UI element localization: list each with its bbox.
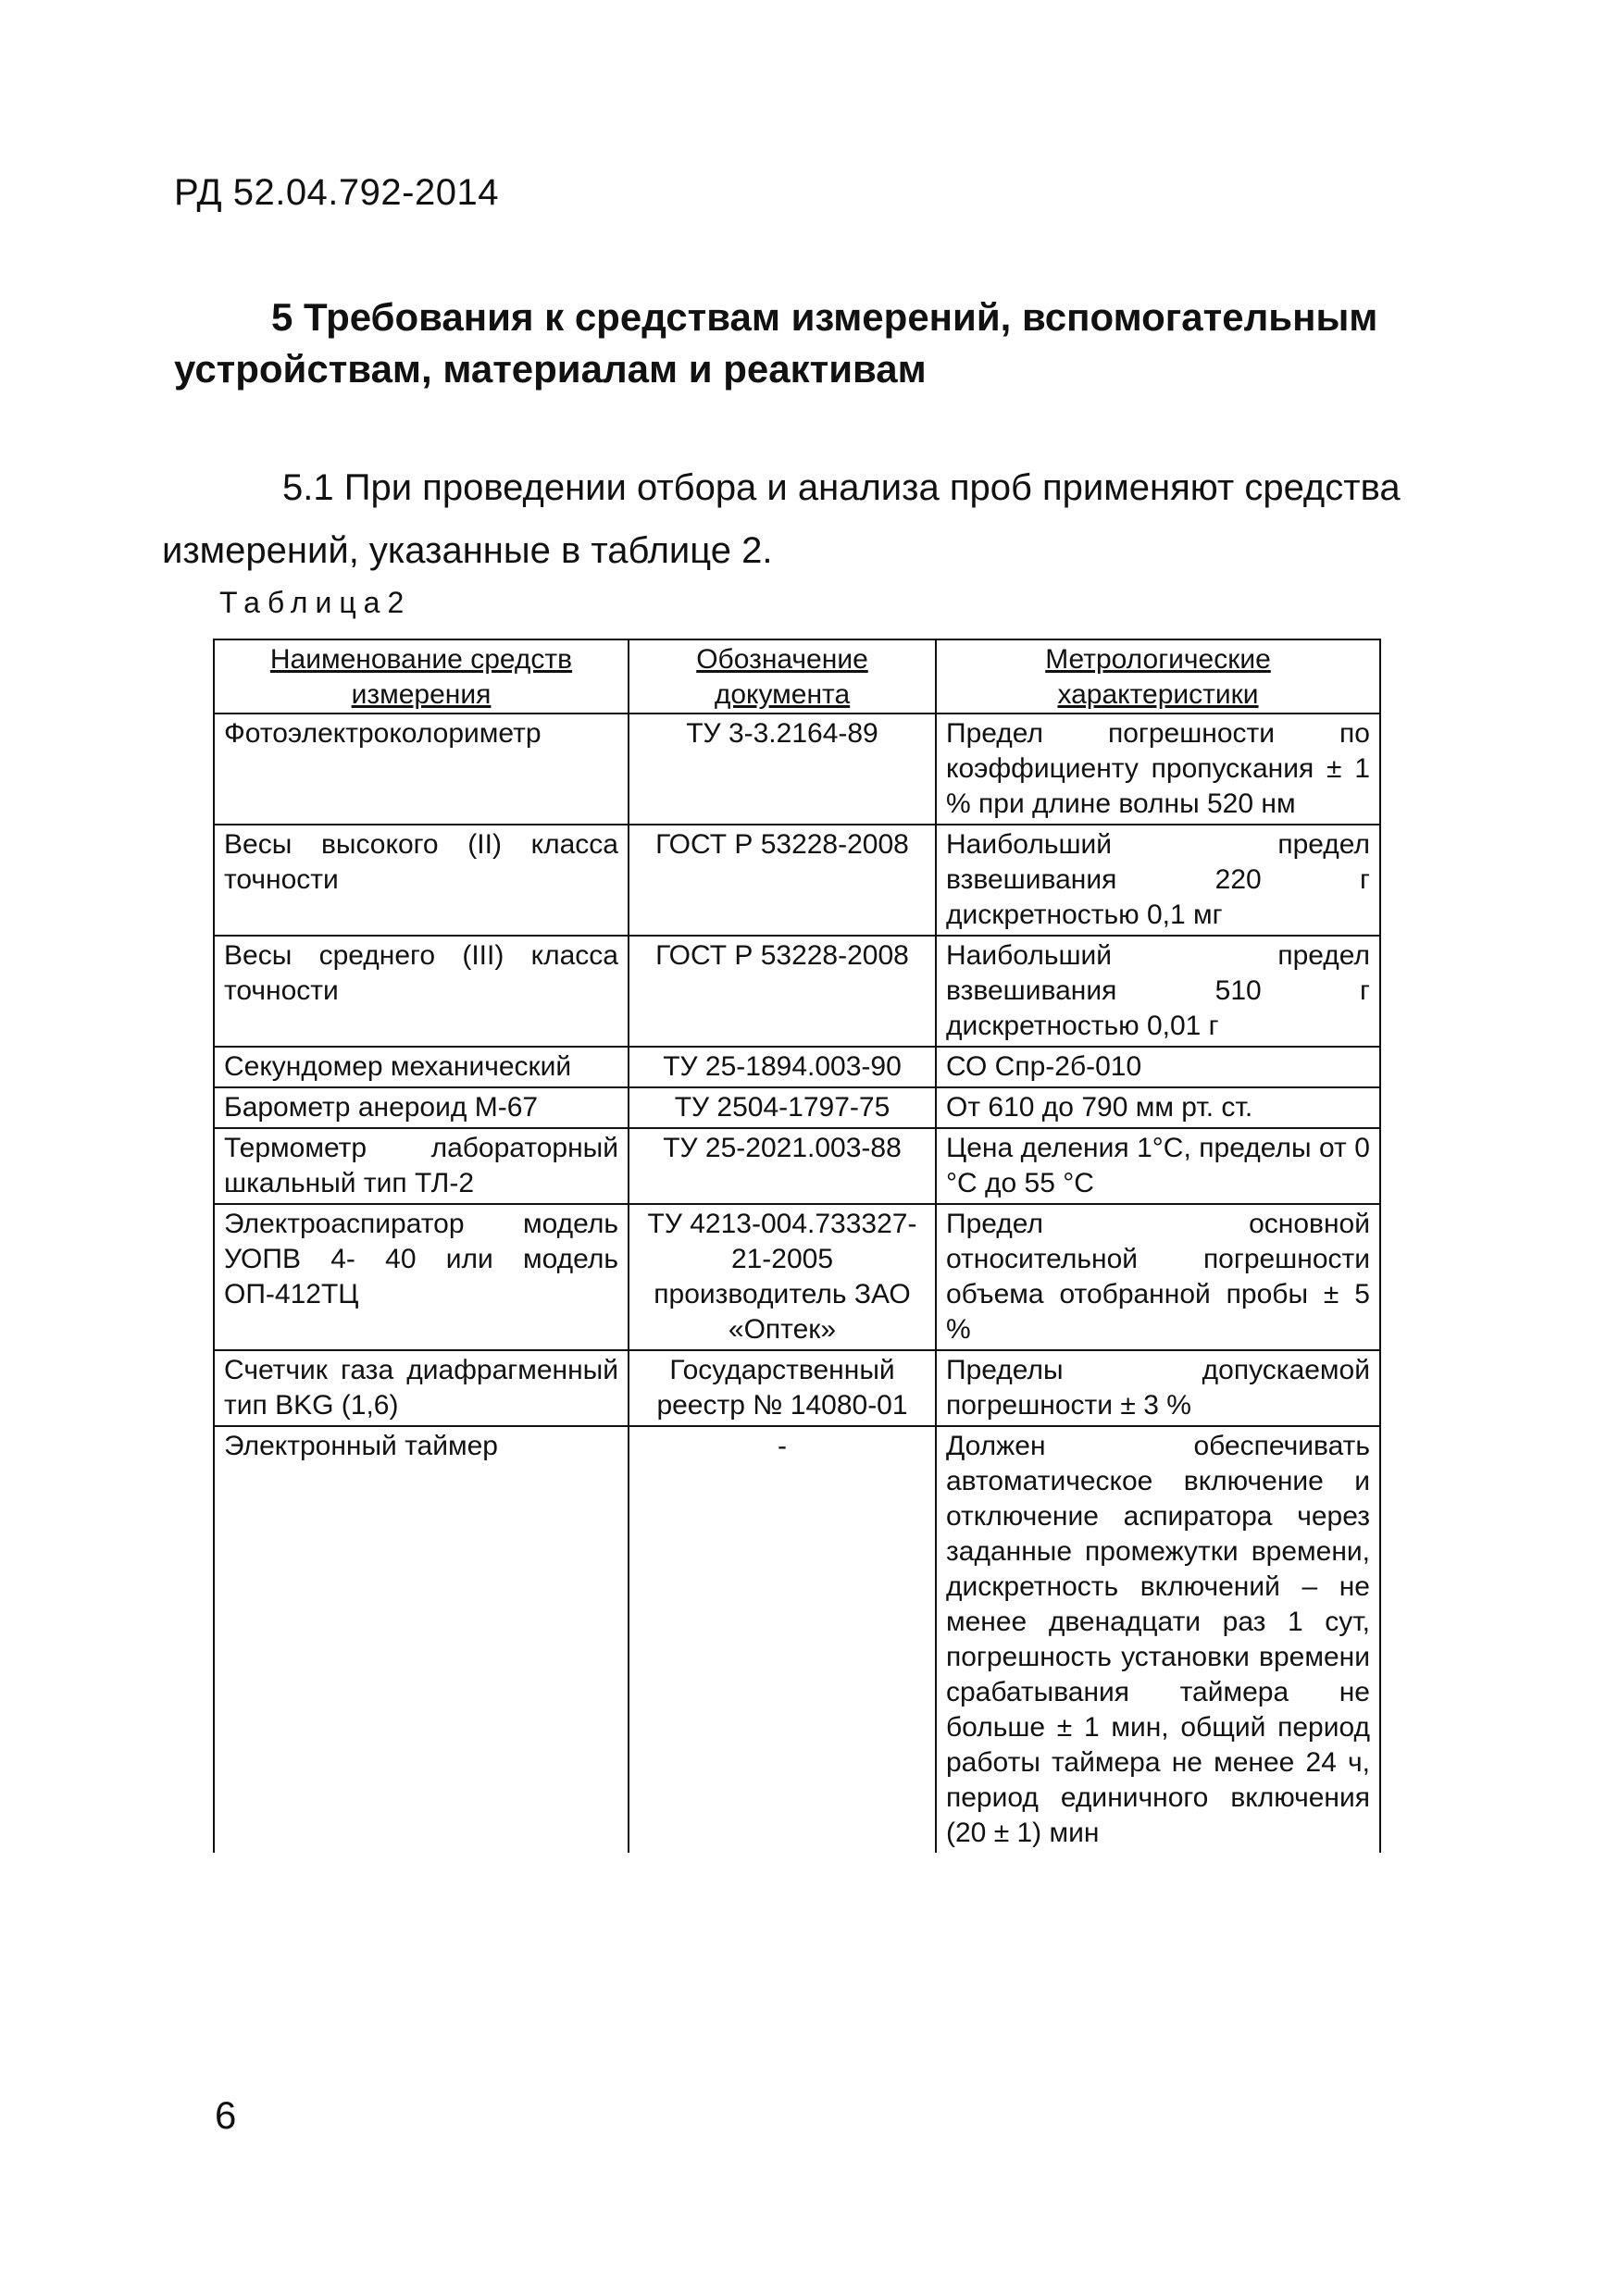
table-row xyxy=(214,1426,1380,1853)
cell-characteristics: Цена деления 1°С, пределы от 0 °С до 55 °С xyxy=(936,1128,1380,1204)
cell-instrument-name: Весы среднего (III) класса точности xyxy=(214,936,629,1047)
cell-document: ТУ 4213-004.733327-21-2005 производитель ЗАО «Оптек» xyxy=(629,1204,936,1350)
cell-document: ГОСТ Р 53228-2008 xyxy=(629,936,936,1047)
cell-document: ТУ 25-1894.003-90 xyxy=(629,1047,936,1087)
column-header-name: Наименование средств измерения xyxy=(214,639,629,714)
paragraph-5-1: 5.1 При проведении отбора и анализа проб применяют средства измерений, указанные в таблице 2. xyxy=(162,467,1401,571)
cell-instrument-name: Весы высокого (II) класса точности xyxy=(214,825,629,936)
table-row xyxy=(214,825,1380,936)
table-row xyxy=(214,1350,1380,1426)
cell-document: Государственный реестр № 14080-01 xyxy=(629,1350,936,1426)
cell-characteristics: Наибольший предел взвешивания 510 г дискретностью 0,01 г xyxy=(936,936,1380,1047)
table-row xyxy=(214,714,1380,825)
cell-instrument-name: Счетчик газа диафрагменный тип BKG (1,6) xyxy=(214,1350,629,1426)
page-number: 6 xyxy=(215,2093,237,2137)
cell-characteristics: СО Cпр-2б-010 xyxy=(936,1047,1380,1087)
document-code: РД 52.04.792-2014 xyxy=(174,172,499,213)
column-header-document: Обозначение документа xyxy=(629,639,936,714)
cell-document: ТУ 25-2021.003-88 xyxy=(629,1128,936,1204)
column-header-characteristics: Метрологические характеристики xyxy=(936,639,1380,714)
table-row xyxy=(214,1047,1380,1087)
cell-instrument-name: Электронный таймер xyxy=(214,1426,629,1853)
cell-document: ТУ 2504-1797-75 xyxy=(629,1087,936,1128)
table-caption: Таблица2 xyxy=(219,586,412,619)
cell-document: - xyxy=(629,1426,936,1853)
cell-characteristics: Предел основной относительной погрешности объема отобранной пробы ± 5 % xyxy=(936,1204,1380,1350)
cell-instrument-name: Фотоэлектроколориметр xyxy=(214,714,629,825)
cell-characteristics: Пределы допускаемой погрешности ± 3 % xyxy=(936,1350,1380,1426)
table-row xyxy=(214,1087,1380,1128)
cell-characteristics: Предел погрешности по коэффициенту пропускания ± 1 % при длине волны 520 нм xyxy=(936,714,1380,825)
table-row xyxy=(214,1128,1380,1204)
table-row xyxy=(214,1204,1380,1350)
cell-instrument-name: Термометр лабораторный шкальный тип ТЛ-2 xyxy=(214,1128,629,1204)
cell-characteristics: Наибольший предел взвешивания 220 г дискретностью 0,1 мг xyxy=(936,825,1380,936)
cell-characteristics: От 610 до 790 мм рт. ст. xyxy=(936,1087,1380,1128)
cell-document: ТУ 3-3.2164-89 xyxy=(629,714,936,825)
measuring-instruments-table xyxy=(213,639,1381,1853)
table-header-row xyxy=(214,639,1380,714)
cell-characteristics: Должен обеспечивать автоматическое включение и отключение аспиратора через заданные промежутки времени, дискретность включений – не менее двенадцати раз 1 сут, погрешность установки времени срабатывания таймера не больше ± 1 мин, общий период работы таймера не менее 24 ч, период единичного включения (20 ± 1) мин xyxy=(936,1426,1380,1853)
cell-instrument-name: Секундомер механический xyxy=(214,1047,629,1087)
cell-instrument-name: Барометр анероид М-67 xyxy=(214,1087,629,1128)
table-row xyxy=(214,936,1380,1047)
cell-instrument-name: Электроаспиратор модель УОПВ 4- 40 или модель ОП-412ТЦ xyxy=(214,1204,629,1350)
section-title: 5 Требования к средствам измерений, вспомогательным устройствам, материалам и реактивам xyxy=(174,295,1378,391)
cell-document: ГОСТ Р 53228-2008 xyxy=(629,825,936,936)
